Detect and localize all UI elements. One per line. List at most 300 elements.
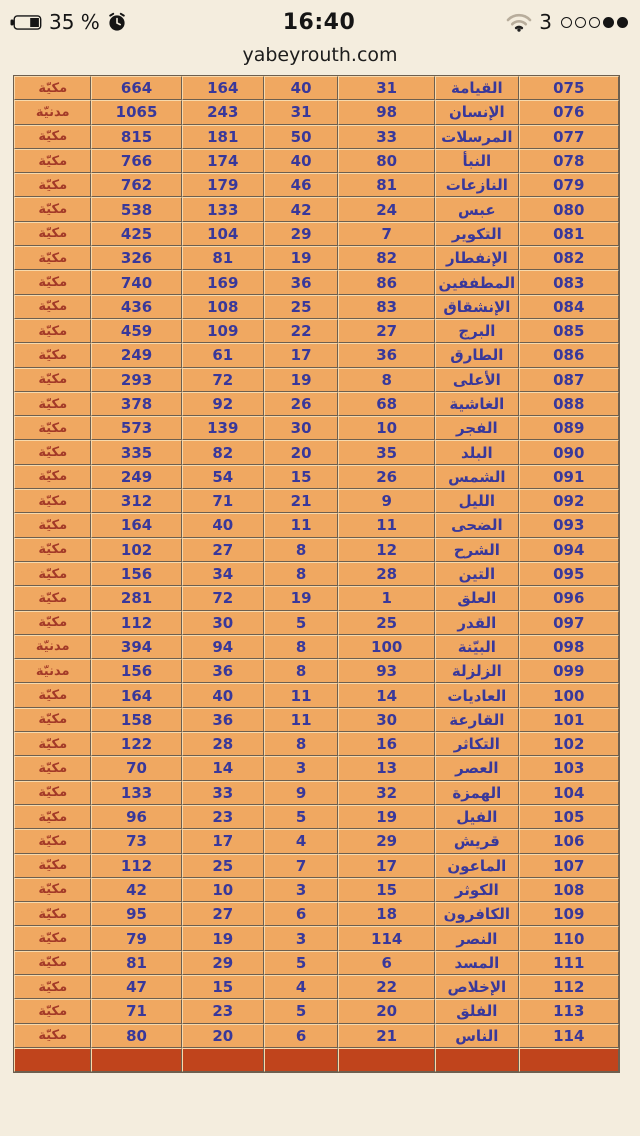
- cell-type: مكيّة: [14, 562, 91, 586]
- cell-verses-count: 30: [264, 416, 338, 440]
- cell-revelation-order: 36: [338, 343, 435, 367]
- cell-verses-count: 5: [264, 805, 338, 829]
- cell-surah-number: 103: [519, 756, 619, 780]
- cell-surah-name: الفجر: [435, 416, 518, 440]
- cell-surah-name: النصر: [435, 926, 518, 950]
- cell-type: مكيّة: [14, 270, 91, 294]
- cell-surah-number: 086: [519, 343, 619, 367]
- cell-surah-name: الليل: [435, 489, 518, 513]
- cell-surah-name: التكوير: [435, 222, 518, 246]
- cell-surah-number: 090: [519, 440, 619, 464]
- cell-verses-count: 8: [264, 659, 338, 683]
- cell-verses-count: 3: [264, 756, 338, 780]
- cell-revelation-order: 15: [338, 878, 435, 902]
- battery-percent: 35 %: [49, 10, 100, 34]
- table-row: [14, 611, 619, 635]
- next-section-row: [14, 1048, 619, 1072]
- cell-revelation-order: 93: [338, 659, 435, 683]
- cell-type: مكيّة: [14, 465, 91, 489]
- cell-words-count: 17: [182, 829, 264, 853]
- cell-letters-count: 122: [91, 732, 181, 756]
- cell-words-count: 81: [182, 246, 264, 270]
- cell-type: مكيّة: [14, 829, 91, 853]
- cell-words-count: 174: [182, 149, 264, 173]
- cell-surah-name: الغاشية: [435, 392, 518, 416]
- cell-letters-count: 573: [91, 416, 181, 440]
- table-row: [14, 878, 619, 902]
- cell-verses-count: 6: [264, 1024, 338, 1048]
- cell-surah-name: المطففين: [435, 270, 518, 294]
- cell-revelation-order: 86: [338, 270, 435, 294]
- table-row: [14, 197, 619, 221]
- cell-revelation-order: 28: [338, 562, 435, 586]
- cell-verses-count: 11: [264, 683, 338, 707]
- cell-surah-name: التين: [435, 562, 518, 586]
- cell-surah-number: 102: [519, 732, 619, 756]
- cell-letters-count: 538: [91, 197, 181, 221]
- surah-table-body: [14, 76, 619, 1072]
- cell-verses-count: 7: [264, 854, 338, 878]
- cell-type: مكيّة: [14, 538, 91, 562]
- cell-type: مدنيّة: [14, 659, 91, 683]
- cell-type: مكيّة: [14, 975, 91, 999]
- cell-letters-count: 326: [91, 246, 181, 270]
- cell-verses-count: 50: [264, 125, 338, 149]
- cell-words-count: 40: [182, 513, 264, 537]
- cell-revelation-order: 26: [338, 465, 435, 489]
- cell-words-count: 40: [182, 683, 264, 707]
- cell-verses-count: 22: [264, 319, 338, 343]
- signal-dot-empty: [589, 17, 600, 28]
- cell-surah-name: القارعة: [435, 708, 518, 732]
- carrier-name: 3: [539, 10, 552, 34]
- cell-surah-name: الشرح: [435, 538, 518, 562]
- cell-letters-count: 156: [91, 659, 181, 683]
- cell-verses-count: 26: [264, 392, 338, 416]
- cell-letters-count: 81: [91, 951, 181, 975]
- cell-surah-name: عبس: [435, 197, 518, 221]
- cell-signal-dots: [561, 17, 628, 28]
- cell-surah-number: 107: [519, 854, 619, 878]
- cell-verses-count: 42: [264, 197, 338, 221]
- cell-words-count: 30: [182, 611, 264, 635]
- cell-verses-count: 40: [264, 149, 338, 173]
- cell-words-count: 71: [182, 489, 264, 513]
- table-row: [14, 465, 619, 489]
- cell-revelation-order: 6: [338, 951, 435, 975]
- cell-type: مكيّة: [14, 999, 91, 1023]
- cell-revelation-order: 12: [338, 538, 435, 562]
- cell-revelation-order: 80: [338, 149, 435, 173]
- table-row: [14, 125, 619, 149]
- cell-verses-count: 25: [264, 295, 338, 319]
- cell-surah-name: العلق: [435, 586, 518, 610]
- url-bar[interactable]: [0, 40, 640, 70]
- cell-surah-name: البيّنة: [435, 635, 518, 659]
- cell-surah-name: الإنسان: [435, 100, 518, 124]
- cell-revelation-order: 35: [338, 440, 435, 464]
- cell-surah-number: 113: [519, 999, 619, 1023]
- cell-verses-count: 5: [264, 999, 338, 1023]
- table-row: [14, 173, 619, 197]
- signal-dot-empty: [575, 17, 586, 28]
- cell-revelation-order: 11: [338, 513, 435, 537]
- cell-revelation-order: 13: [338, 756, 435, 780]
- cell-surah-number: 095: [519, 562, 619, 586]
- alarm-clock-icon: [107, 12, 127, 32]
- cell-surah-number: 092: [519, 489, 619, 513]
- cell-type: مكيّة: [14, 805, 91, 829]
- cell-surah-number: 111: [519, 951, 619, 975]
- cell-type: مدنيّة: [14, 100, 91, 124]
- cell-verses-count: 19: [264, 368, 338, 392]
- cell-surah-number: 094: [519, 538, 619, 562]
- cell-letters-count: 815: [91, 125, 181, 149]
- cell-type: مكيّة: [14, 295, 91, 319]
- table-row: [14, 902, 619, 926]
- cell-revelation-order: 100: [338, 635, 435, 659]
- cell-words-count: 61: [182, 343, 264, 367]
- table-row: [14, 562, 619, 586]
- cell-type: مكيّة: [14, 732, 91, 756]
- cell-words-count: 23: [182, 999, 264, 1023]
- cell-words-count: 139: [182, 416, 264, 440]
- cell-surah-number: 093: [519, 513, 619, 537]
- cell-surah-name: الإخلاص: [435, 975, 518, 999]
- cell-verses-count: 11: [264, 513, 338, 537]
- cell-surah-name: القدر: [435, 611, 518, 635]
- cell-type: مكيّة: [14, 440, 91, 464]
- cell-words-count: 20: [182, 1024, 264, 1048]
- cell-verses-count: 19: [264, 246, 338, 270]
- table-row: [14, 319, 619, 343]
- cell-verses-count: 5: [264, 611, 338, 635]
- cell-letters-count: 312: [91, 489, 181, 513]
- cell-revelation-order: 19: [338, 805, 435, 829]
- cell-type: مكيّة: [14, 708, 91, 732]
- table-row: [14, 343, 619, 367]
- cell-surah-name: الكوثر: [435, 878, 518, 902]
- cell-surah-number: 087: [519, 368, 619, 392]
- cell-surah-number: 083: [519, 270, 619, 294]
- table-row: [14, 951, 619, 975]
- cell-surah-name: القيامة: [435, 76, 518, 100]
- cell-surah-name: قريش: [435, 829, 518, 853]
- cell-revelation-order: 18: [338, 902, 435, 926]
- cell-type: مكيّة: [14, 878, 91, 902]
- cell-letters-count: 378: [91, 392, 181, 416]
- cell-revelation-order: 31: [338, 76, 435, 100]
- table-row: [14, 854, 619, 878]
- battery-icon: [10, 15, 42, 30]
- cell-letters-count: 762: [91, 173, 181, 197]
- cell-words-count: 82: [182, 440, 264, 464]
- status-left-group: [10, 10, 200, 34]
- cell-revelation-order: 82: [338, 246, 435, 270]
- cell-verses-count: 36: [264, 270, 338, 294]
- cell-letters-count: 459: [91, 319, 181, 343]
- cell-revelation-order: 14: [338, 683, 435, 707]
- cell-revelation-order: 83: [338, 295, 435, 319]
- cell-surah-number: 077: [519, 125, 619, 149]
- cell-verses-count: 8: [264, 732, 338, 756]
- cell-revelation-order: 17: [338, 854, 435, 878]
- wifi-icon: [506, 12, 532, 32]
- cell-letters-count: 156: [91, 562, 181, 586]
- cell-revelation-order: 1: [338, 586, 435, 610]
- table-row: [14, 392, 619, 416]
- cell-surah-name: الفيل: [435, 805, 518, 829]
- cell-type: مكيّة: [14, 222, 91, 246]
- cell-verses-count: 17: [264, 343, 338, 367]
- cell-letters-count: 133: [91, 781, 181, 805]
- table-row: [14, 805, 619, 829]
- table-row: [14, 683, 619, 707]
- cell-surah-name: الماعون: [435, 854, 518, 878]
- cell-type: مكيّة: [14, 343, 91, 367]
- cell-surah-number: 100: [519, 683, 619, 707]
- cell-surah-number: 091: [519, 465, 619, 489]
- cell-words-count: 104: [182, 222, 264, 246]
- cell-words-count: 15: [182, 975, 264, 999]
- table-row: [14, 781, 619, 805]
- cell-words-count: 54: [182, 465, 264, 489]
- cell-words-count: 36: [182, 708, 264, 732]
- table-row: [14, 999, 619, 1023]
- cell-letters-count: 96: [91, 805, 181, 829]
- table-row: [14, 732, 619, 756]
- cell-revelation-order: 81: [338, 173, 435, 197]
- cell-revelation-order: 33: [338, 125, 435, 149]
- status-right-group: [438, 10, 628, 34]
- cell-surah-name: الإنشقاق: [435, 295, 518, 319]
- cell-words-count: 109: [182, 319, 264, 343]
- cell-revelation-order: 114: [338, 926, 435, 950]
- cell-type: مكيّة: [14, 246, 91, 270]
- cell-type: مكيّة: [14, 756, 91, 780]
- cell-revelation-order: 21: [338, 1024, 435, 1048]
- cell-verses-count: 8: [264, 562, 338, 586]
- table-row: [14, 659, 619, 683]
- table-row: [14, 416, 619, 440]
- cell-words-count: 23: [182, 805, 264, 829]
- cell-type: مكيّة: [14, 149, 91, 173]
- cell-words-count: 14: [182, 756, 264, 780]
- cell-letters-count: 425: [91, 222, 181, 246]
- cell-revelation-order: 24: [338, 197, 435, 221]
- cell-type: مكيّة: [14, 197, 91, 221]
- cell-surah-number: 080: [519, 197, 619, 221]
- cell-words-count: 72: [182, 586, 264, 610]
- cell-type: مكيّة: [14, 416, 91, 440]
- signal-dot-filled: [617, 17, 628, 28]
- cell-surah-number: 112: [519, 975, 619, 999]
- cell-words-count: 10: [182, 878, 264, 902]
- cell-revelation-order: 22: [338, 975, 435, 999]
- cell-surah-number: 082: [519, 246, 619, 270]
- cell-type: مكيّة: [14, 683, 91, 707]
- cell-surah-name: العصر: [435, 756, 518, 780]
- cell-letters-count: 112: [91, 611, 181, 635]
- cell-verses-count: 46: [264, 173, 338, 197]
- cell-letters-count: 73: [91, 829, 181, 853]
- cell-surah-number: 110: [519, 926, 619, 950]
- cell-letters-count: 42: [91, 878, 181, 902]
- cell-type: مكيّة: [14, 611, 91, 635]
- cell-letters-count: 394: [91, 635, 181, 659]
- cell-revelation-order: 9: [338, 489, 435, 513]
- cell-surah-name: البلد: [435, 440, 518, 464]
- table-row: [14, 538, 619, 562]
- cell-verses-count: 6: [264, 902, 338, 926]
- cell-surah-number: 108: [519, 878, 619, 902]
- cell-letters-count: 293: [91, 368, 181, 392]
- cell-surah-name: الطارق: [435, 343, 518, 367]
- cell-verses-count: 11: [264, 708, 338, 732]
- table-row: [14, 76, 619, 100]
- cell-words-count: 133: [182, 197, 264, 221]
- cell-verses-count: 9: [264, 781, 338, 805]
- cell-verses-count: 4: [264, 975, 338, 999]
- cell-type: مكيّة: [14, 125, 91, 149]
- url-text: yabeyrouth.com: [242, 44, 398, 66]
- cell-surah-number: 096: [519, 586, 619, 610]
- cell-revelation-order: 27: [338, 319, 435, 343]
- cell-type: مكيّة: [14, 319, 91, 343]
- table-row: [14, 756, 619, 780]
- cell-letters-count: 281: [91, 586, 181, 610]
- cell-surah-number: 081: [519, 222, 619, 246]
- page-content: [0, 70, 640, 1073]
- cell-surah-number: 079: [519, 173, 619, 197]
- cell-surah-number: 109: [519, 902, 619, 926]
- cell-letters-count: 436: [91, 295, 181, 319]
- cell-surah-name: التكاثر: [435, 732, 518, 756]
- cell-words-count: 179: [182, 173, 264, 197]
- cell-verses-count: 5: [264, 951, 338, 975]
- table-row: [14, 975, 619, 999]
- cell-type: مكيّة: [14, 76, 91, 100]
- cell-words-count: 72: [182, 368, 264, 392]
- cell-letters-count: 249: [91, 465, 181, 489]
- cell-surah-name: الكافرون: [435, 902, 518, 926]
- cell-words-count: 34: [182, 562, 264, 586]
- cell-surah-name: الأعلى: [435, 368, 518, 392]
- cell-surah-name: الزلزلة: [435, 659, 518, 683]
- cell-letters-count: 1065: [91, 100, 181, 124]
- table-row: [14, 586, 619, 610]
- cell-type: مدنيّة: [14, 635, 91, 659]
- cell-letters-count: 335: [91, 440, 181, 464]
- cell-verses-count: 4: [264, 829, 338, 853]
- cell-verses-count: 21: [264, 489, 338, 513]
- cell-letters-count: 164: [91, 513, 181, 537]
- cell-words-count: 181: [182, 125, 264, 149]
- table-row: [14, 513, 619, 537]
- table-row: [14, 222, 619, 246]
- cell-verses-count: 3: [264, 926, 338, 950]
- cell-surah-name: الفلق: [435, 999, 518, 1023]
- cell-surah-number: 099: [519, 659, 619, 683]
- cell-verses-count: 15: [264, 465, 338, 489]
- cell-words-count: 92: [182, 392, 264, 416]
- cell-revelation-order: 30: [338, 708, 435, 732]
- cell-verses-count: 8: [264, 538, 338, 562]
- cell-letters-count: 102: [91, 538, 181, 562]
- cell-revelation-order: 20: [338, 999, 435, 1023]
- cell-letters-count: 95: [91, 902, 181, 926]
- surah-table: [13, 75, 620, 1073]
- cell-letters-count: 164: [91, 683, 181, 707]
- cell-surah-name: العاديات: [435, 683, 518, 707]
- cell-words-count: 243: [182, 100, 264, 124]
- cell-type: مكيّة: [14, 902, 91, 926]
- cell-letters-count: 79: [91, 926, 181, 950]
- cell-surah-number: 088: [519, 392, 619, 416]
- cell-revelation-order: 68: [338, 392, 435, 416]
- cell-words-count: 108: [182, 295, 264, 319]
- cell-verses-count: 31: [264, 100, 338, 124]
- cell-letters-count: 71: [91, 999, 181, 1023]
- table-row: [14, 829, 619, 853]
- table-row: [14, 295, 619, 319]
- cell-words-count: 29: [182, 951, 264, 975]
- table-row: [14, 368, 619, 392]
- cell-type: مكيّة: [14, 854, 91, 878]
- cell-verses-count: 29: [264, 222, 338, 246]
- cell-letters-count: 740: [91, 270, 181, 294]
- cell-surah-name: البرج: [435, 319, 518, 343]
- cell-revelation-order: 7: [338, 222, 435, 246]
- cell-type: مكيّة: [14, 489, 91, 513]
- cell-surah-name: المرسلات: [435, 125, 518, 149]
- cell-letters-count: 158: [91, 708, 181, 732]
- cell-letters-count: 664: [91, 76, 181, 100]
- cell-revelation-order: 98: [338, 100, 435, 124]
- table-row: [14, 246, 619, 270]
- cell-surah-number: 089: [519, 416, 619, 440]
- cell-verses-count: 8: [264, 635, 338, 659]
- cell-words-count: 28: [182, 732, 264, 756]
- cell-surah-number: 085: [519, 319, 619, 343]
- cell-words-count: 27: [182, 538, 264, 562]
- cell-surah-number: 114: [519, 1024, 619, 1048]
- cell-letters-count: 112: [91, 854, 181, 878]
- cell-words-count: 27: [182, 902, 264, 926]
- table-row: [14, 270, 619, 294]
- cell-words-count: 25: [182, 854, 264, 878]
- cell-surah-name: المسد: [435, 951, 518, 975]
- table-row: [14, 1024, 619, 1048]
- table-row: [14, 100, 619, 124]
- cell-type: مكيّة: [14, 513, 91, 537]
- cell-verses-count: 20: [264, 440, 338, 464]
- cell-type: مكيّة: [14, 586, 91, 610]
- cell-words-count: 169: [182, 270, 264, 294]
- cell-surah-number: 075: [519, 76, 619, 100]
- cell-surah-number: 078: [519, 149, 619, 173]
- cell-surah-number: 076: [519, 100, 619, 124]
- cell-surah-name: النازعات: [435, 173, 518, 197]
- table-row: [14, 635, 619, 659]
- cell-type: مكيّة: [14, 781, 91, 805]
- cell-type: مكيّة: [14, 1024, 91, 1048]
- clock-time: 16:40: [282, 9, 356, 35]
- cell-words-count: 33: [182, 781, 264, 805]
- cell-revelation-order: 25: [338, 611, 435, 635]
- cell-surah-number: 084: [519, 295, 619, 319]
- cell-surah-name: الناس: [435, 1024, 518, 1048]
